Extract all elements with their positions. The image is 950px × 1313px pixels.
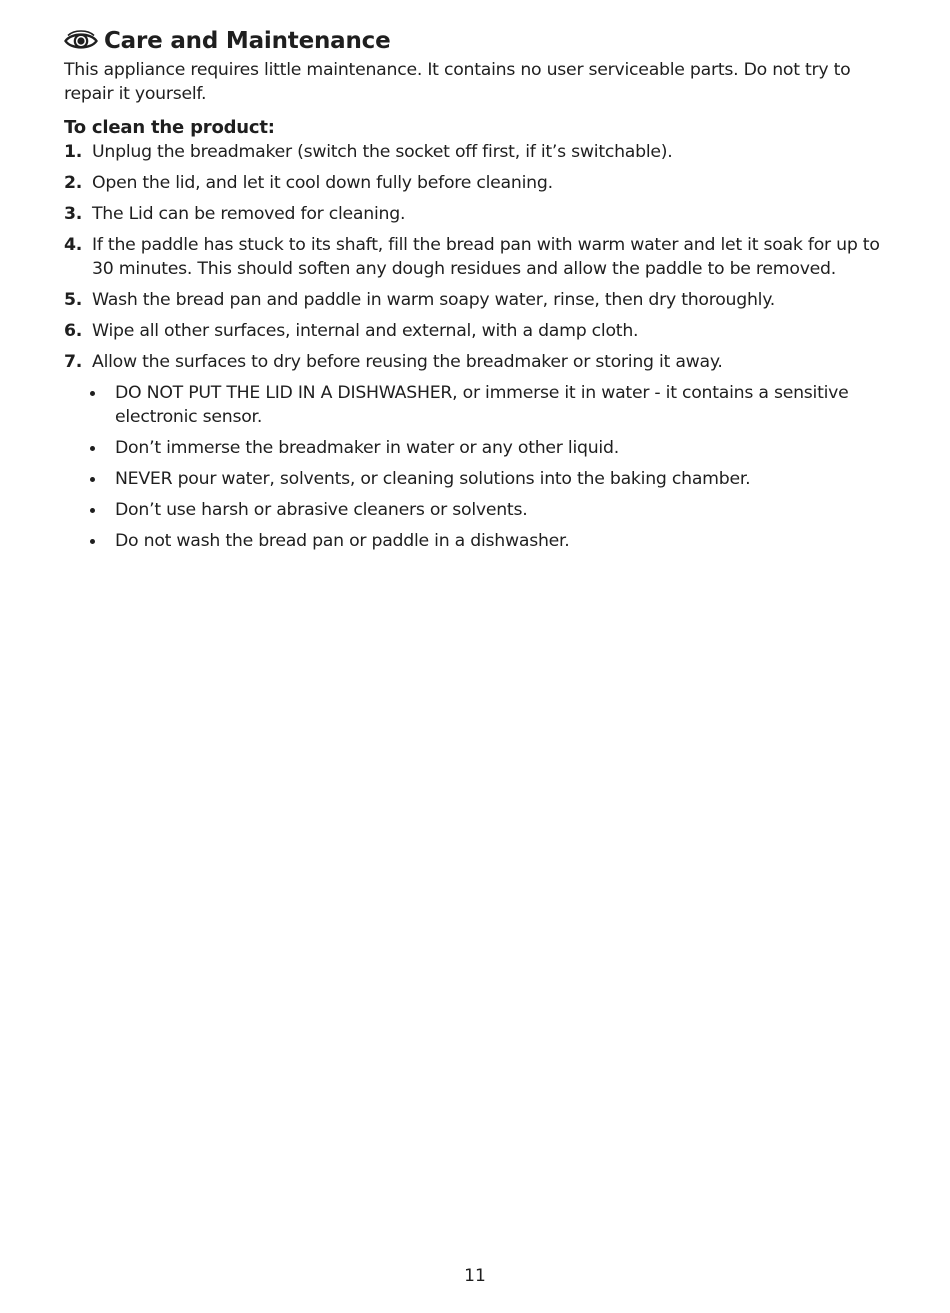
step-text: Wipe all other surfaces, internal and external, with a damp cloth. bbox=[92, 321, 639, 341]
bullet-icon bbox=[88, 529, 115, 553]
bullet-icon bbox=[88, 381, 115, 429]
step-text: Allow the surfaces to dry before reusing the breadmaker or storing it away. bbox=[92, 352, 723, 372]
step-number: 5. bbox=[64, 290, 83, 310]
step-item bbox=[64, 140, 886, 164]
warning-item bbox=[88, 467, 886, 491]
warnings-list bbox=[64, 381, 886, 553]
warning-item bbox=[88, 498, 886, 522]
cleaning-heading: To clean the product: bbox=[64, 117, 275, 138]
step-number: 7. bbox=[64, 352, 83, 372]
step-number: 1. bbox=[64, 142, 83, 162]
warning-text: Don’t use harsh or abrasive cleaners or solvents. bbox=[115, 500, 528, 520]
cleaning-steps-list bbox=[64, 140, 886, 374]
step-item bbox=[64, 233, 886, 281]
warning-item bbox=[88, 529, 886, 553]
warning-item bbox=[88, 436, 886, 460]
warning-text: Don’t immerse the breadmaker in water or any other liquid. bbox=[115, 438, 619, 458]
warning-text: NEVER pour water, solvents, or cleaning solutions into the baking chamber. bbox=[115, 469, 751, 489]
step-text: Wash the bread pan and paddle in warm soapy water, rinse, then dry thoroughly. bbox=[92, 290, 775, 310]
step-number: 2. bbox=[64, 173, 83, 193]
bullet-icon bbox=[88, 436, 115, 460]
step-item bbox=[64, 350, 886, 374]
page-title: Care and Maintenance bbox=[104, 28, 391, 54]
step-item bbox=[64, 319, 886, 343]
step-item bbox=[64, 171, 886, 195]
bullet-icon bbox=[88, 498, 115, 522]
step-text: Unplug the breadmaker (switch the socket off first, if it’s switchable). bbox=[92, 142, 673, 162]
section-header bbox=[64, 24, 886, 58]
eye-icon bbox=[64, 30, 98, 52]
step-text: The Lid can be removed for cleaning. bbox=[92, 204, 406, 224]
step-number: 4. bbox=[64, 235, 83, 255]
step-item bbox=[64, 288, 886, 312]
warning-item bbox=[88, 381, 886, 429]
warning-text: Do not wash the bread pan or paddle in a dishwasher. bbox=[115, 531, 570, 551]
step-item bbox=[64, 202, 886, 226]
intro-paragraph: This appliance requires little maintenance. It contains no user serviceable parts. Do not try to repair it yourself. bbox=[64, 60, 851, 104]
step-text: Open the lid, and let it cool down fully before cleaning. bbox=[92, 173, 553, 193]
step-number: 6. bbox=[64, 321, 83, 341]
page-number: 11 bbox=[464, 1266, 486, 1286]
warning-text: DO NOT PUT THE LID IN A DISHWASHER, or immerse it in water - it contains a sensitive electronic sensor. bbox=[115, 383, 849, 427]
manual-page bbox=[64, 24, 886, 560]
bullet-icon bbox=[88, 467, 115, 491]
step-number: 3. bbox=[64, 204, 83, 224]
step-text: If the paddle has stuck to its shaft, fill the bread pan with warm water and let it soak for up to 30 minutes. This should soften any dough residues and allow the paddle to be removed. bbox=[92, 235, 880, 279]
